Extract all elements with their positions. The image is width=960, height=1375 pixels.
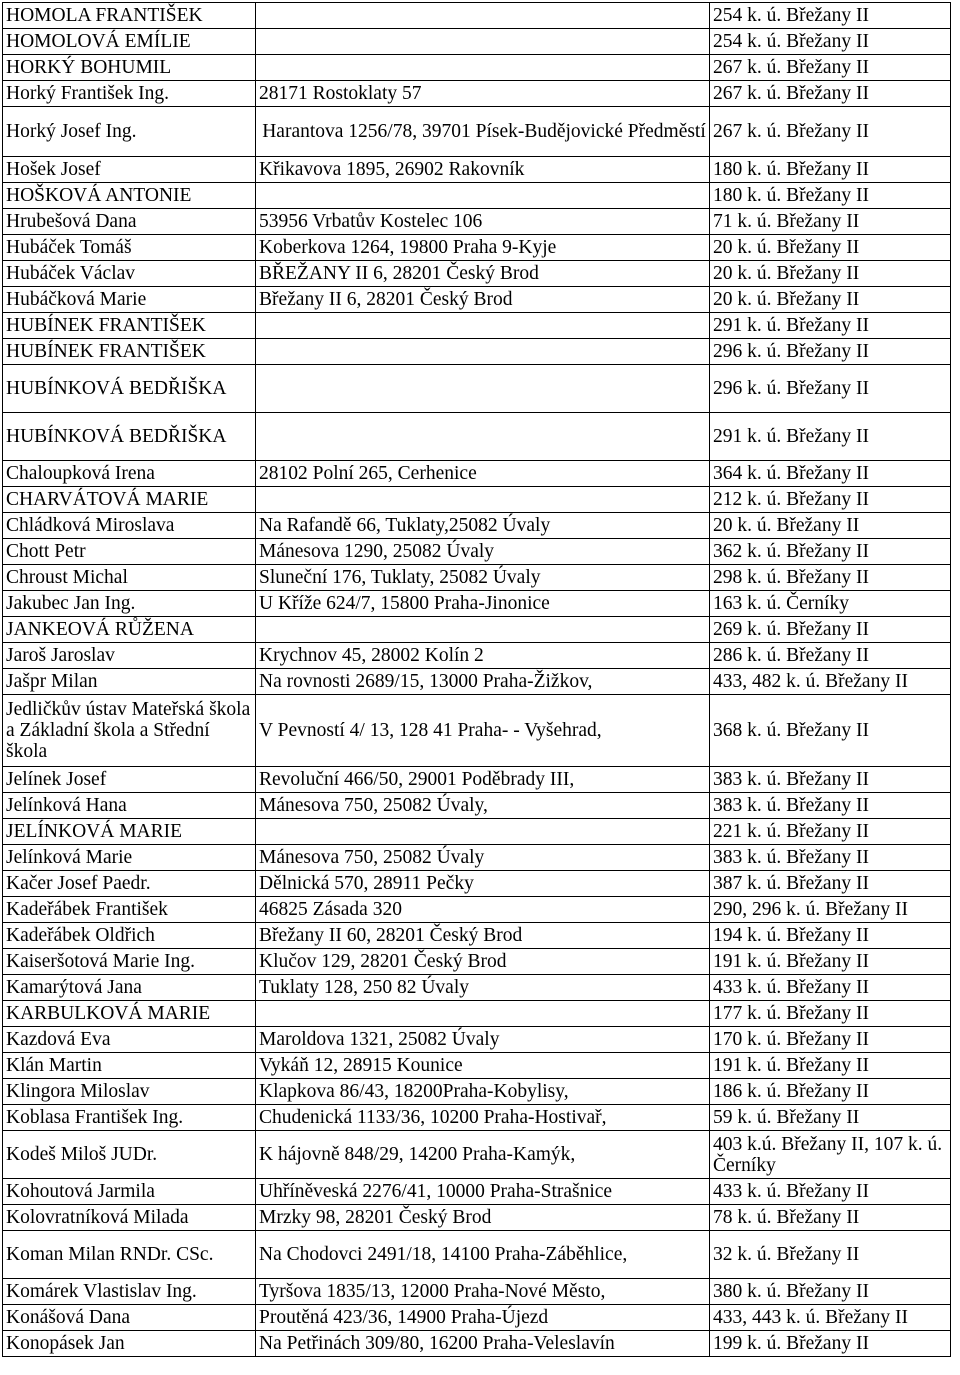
table-row: [3, 591, 951, 617]
owner-name-cell: CHARVÁTOVÁ MARIE: [3, 487, 256, 513]
table-row: [3, 413, 951, 461]
address-cell: Na Rafandě 66, Tuklaty,25082 Úvaly: [256, 513, 710, 539]
address-cell: V Pevností 4/ 13, 128 41 Praha- - Vyšehrad,: [256, 695, 710, 767]
table-row: [3, 461, 951, 487]
owner-name-cell: Kačer Josef Paedr.: [3, 871, 256, 897]
table-row: [3, 3, 951, 29]
parcel-cell: 191 k. ú. Břežany II: [710, 1053, 951, 1079]
address-cell: [256, 487, 710, 513]
parcel-cell: 433 k. ú. Břežany II: [710, 1179, 951, 1205]
table-row: [3, 1105, 951, 1131]
table-row: [3, 1279, 951, 1305]
table-row: [3, 365, 951, 413]
owners-table: [2, 2, 951, 1357]
table-row: [3, 183, 951, 209]
address-cell: Na Petřinách 309/80, 16200 Praha-Veleslavín: [256, 1331, 710, 1357]
address-cell: K hájovně 848/29, 14200 Praha-Kamýk,: [256, 1131, 710, 1179]
table-row: [3, 287, 951, 313]
address-cell: [256, 819, 710, 845]
owners-table-body: [3, 3, 951, 1357]
parcel-cell: 186 k. ú. Břežany II: [710, 1079, 951, 1105]
table-row: [3, 669, 951, 695]
address-cell: Vykáň 12, 28915 Kounice: [256, 1053, 710, 1079]
table-row: [3, 1205, 951, 1231]
parcel-cell: 254 k. ú. Břežany II: [710, 3, 951, 29]
owner-name-cell: Jakubec Jan Ing.: [3, 591, 256, 617]
address-cell: Na Chodovci 2491/18, 14100 Praha-Záběhlice,: [256, 1231, 710, 1279]
parcel-cell: 177 k. ú. Břežany II: [710, 1001, 951, 1027]
address-cell: Na rovnosti 2689/15, 13000 Praha-Žižkov,: [256, 669, 710, 695]
table-row: [3, 767, 951, 793]
table-row: [3, 487, 951, 513]
owner-name-cell: Koblasa František Ing.: [3, 1105, 256, 1131]
table-row: [3, 617, 951, 643]
parcel-cell: 291 k. ú. Břežany II: [710, 413, 951, 461]
owner-name-cell: Horký František Ing.: [3, 81, 256, 107]
owner-name-cell: HUBÍNKOVÁ BEDŘIŠKA: [3, 365, 256, 413]
table-row: [3, 81, 951, 107]
address-cell: 46825 Zásada 320: [256, 897, 710, 923]
parcel-cell: 212 k. ú. Břežany II: [710, 487, 951, 513]
address-cell: Koberkova 1264, 19800 Praha 9-Kyje: [256, 235, 710, 261]
parcel-cell: 387 k. ú. Břežany II: [710, 871, 951, 897]
parcel-cell: 20 k. ú. Břežany II: [710, 261, 951, 287]
owner-name-cell: Jelínková Marie: [3, 845, 256, 871]
owner-name-cell: Konopásek Jan: [3, 1331, 256, 1357]
parcel-cell: 296 k. ú. Břežany II: [710, 339, 951, 365]
owner-name-cell: Kamarýtová Jana: [3, 975, 256, 1001]
table-row: [3, 107, 951, 157]
parcel-cell: 71 k. ú. Břežany II: [710, 209, 951, 235]
address-cell: [256, 55, 710, 81]
parcel-cell: 368 k. ú. Břežany II: [710, 695, 951, 767]
address-cell: 28171 Rostoklaty 57: [256, 81, 710, 107]
owner-name-cell: Kohoutová Jarmila: [3, 1179, 256, 1205]
address-cell: [256, 413, 710, 461]
owner-name-cell: Hošek Josef: [3, 157, 256, 183]
address-cell: Mrzky 98, 28201 Český Brod: [256, 1205, 710, 1231]
owner-name-cell: Horký Josef Ing.: [3, 107, 256, 157]
parcel-cell: 254 k. ú. Břežany II: [710, 29, 951, 55]
address-cell: Křikavova 1895, 26902 Rakovník: [256, 157, 710, 183]
table-row: [3, 1179, 951, 1205]
parcel-cell: 380 k. ú. Břežany II: [710, 1279, 951, 1305]
owner-name-cell: Jelínková Hana: [3, 793, 256, 819]
owner-name-cell: Kadeřábek František: [3, 897, 256, 923]
address-cell: Mánesova 750, 25082 Úvaly: [256, 845, 710, 871]
parcel-cell: 32 k. ú. Břežany II: [710, 1231, 951, 1279]
parcel-cell: 296 k. ú. Břežany II: [710, 365, 951, 413]
owner-name-cell: KARBULKOVÁ MARIE: [3, 1001, 256, 1027]
address-cell: Sluneční 176, Tuklaty, 25082 Úvaly: [256, 565, 710, 591]
address-cell: [256, 29, 710, 55]
owner-name-cell: Chroust Michal: [3, 565, 256, 591]
parcel-cell: 20 k. ú. Břežany II: [710, 235, 951, 261]
table-row: [3, 1079, 951, 1105]
parcel-cell: 78 k. ú. Břežany II: [710, 1205, 951, 1231]
owner-name-cell: HUBÍNEK FRANTIŠEK: [3, 339, 256, 365]
owner-name-cell: Kazdová Eva: [3, 1027, 256, 1053]
table-row: [3, 975, 951, 1001]
address-cell: [256, 1001, 710, 1027]
parcel-cell: 20 k. ú. Břežany II: [710, 287, 951, 313]
address-cell: Mánesova 750, 25082 Úvaly,: [256, 793, 710, 819]
owner-name-cell: Jaroš Jaroslav: [3, 643, 256, 669]
parcel-cell: 403 k.ú. Břežany II, 107 k. ú. Černíky: [710, 1131, 951, 1179]
parcel-cell: 269 k. ú. Břežany II: [710, 617, 951, 643]
address-cell: Harantova 1256/78, 39701 Písek-Budějovické Předměstí: [256, 107, 710, 157]
table-row: [3, 261, 951, 287]
owner-name-cell: Hubáček Tomáš: [3, 235, 256, 261]
table-row: [3, 871, 951, 897]
parcel-cell: 199 k. ú. Břežany II: [710, 1331, 951, 1357]
owner-name-cell: Kadeřábek Oldřich: [3, 923, 256, 949]
address-cell: Proutěná 423/36, 14900 Praha-Újezd: [256, 1305, 710, 1331]
parcel-cell: 364 k. ú. Břežany II: [710, 461, 951, 487]
table-row: [3, 1131, 951, 1179]
table-row: [3, 793, 951, 819]
table-row: [3, 313, 951, 339]
owner-name-cell: HUBÍNEK FRANTIŠEK: [3, 313, 256, 339]
table-row: [3, 1305, 951, 1331]
parcel-cell: 163 k. ú. Černíky: [710, 591, 951, 617]
address-cell: Dělnická 570, 28911 Pečky: [256, 871, 710, 897]
parcel-cell: 267 k. ú. Břežany II: [710, 55, 951, 81]
address-cell: Klučov 129, 28201 Český Brod: [256, 949, 710, 975]
owner-name-cell: Chott Petr: [3, 539, 256, 565]
parcel-cell: 267 k. ú. Břežany II: [710, 81, 951, 107]
address-cell: [256, 313, 710, 339]
address-cell: Chudenická 1133/36, 10200 Praha-Hostivař,: [256, 1105, 710, 1131]
address-cell: Klapkova 86/43, 18200Praha-Kobylisy,: [256, 1079, 710, 1105]
table-row: [3, 513, 951, 539]
owner-name-cell: Jedličkův ústav Mateřská škola a Základní škola a Střední škola: [3, 695, 256, 767]
address-cell: BŘEŽANY II 6, 28201 Český Brod: [256, 261, 710, 287]
owner-name-cell: JANKEOVÁ RŮŽENA: [3, 617, 256, 643]
parcel-cell: 362 k. ú. Břežany II: [710, 539, 951, 565]
table-row: [3, 539, 951, 565]
address-cell: Krychnov 45, 28002 Kolín 2: [256, 643, 710, 669]
address-cell: [256, 365, 710, 413]
parcel-cell: 383 k. ú. Břežany II: [710, 793, 951, 819]
parcel-cell: 433 k. ú. Břežany II: [710, 975, 951, 1001]
owner-name-cell: Koman Milan RNDr. CSc.: [3, 1231, 256, 1279]
address-cell: [256, 339, 710, 365]
owner-name-cell: Hubáček Václav: [3, 261, 256, 287]
table-row: [3, 643, 951, 669]
table-row: [3, 897, 951, 923]
parcel-cell: 291 k. ú. Břežany II: [710, 313, 951, 339]
parcel-cell: 290, 296 k. ú. Břežany II: [710, 897, 951, 923]
table-row: [3, 819, 951, 845]
parcel-cell: 180 k. ú. Břežany II: [710, 157, 951, 183]
address-cell: Uhříněveská 2276/41, 10000 Praha-Strašnice: [256, 1179, 710, 1205]
table-row: [3, 157, 951, 183]
table-row: [3, 1231, 951, 1279]
table-row: [3, 565, 951, 591]
parcel-cell: 298 k. ú. Břežany II: [710, 565, 951, 591]
parcel-cell: 191 k. ú. Břežany II: [710, 949, 951, 975]
address-cell: Revoluční 466/50, 29001 Poděbrady III,: [256, 767, 710, 793]
table-row: [3, 209, 951, 235]
table-row: [3, 923, 951, 949]
table-row: [3, 1027, 951, 1053]
owner-name-cell: Jelínek Josef: [3, 767, 256, 793]
address-cell: 28102 Polní 265, Cerhenice: [256, 461, 710, 487]
owner-name-cell: HORKÝ BOHUMIL: [3, 55, 256, 81]
parcel-cell: 221 k. ú. Břežany II: [710, 819, 951, 845]
address-cell: Tuklaty 128, 250 82 Úvaly: [256, 975, 710, 1001]
table-row: [3, 29, 951, 55]
parcel-cell: 433, 443 k. ú. Břežany II: [710, 1305, 951, 1331]
owner-name-cell: Klingora Miloslav: [3, 1079, 256, 1105]
owner-name-cell: Kaiseršotová Marie Ing.: [3, 949, 256, 975]
address-cell: Břežany II 60, 28201 Český Brod: [256, 923, 710, 949]
parcel-cell: 383 k. ú. Břežany II: [710, 845, 951, 871]
parcel-cell: 20 k. ú. Břežany II: [710, 513, 951, 539]
owner-name-cell: Klán Martin: [3, 1053, 256, 1079]
parcel-cell: 433, 482 k. ú. Břežany II: [710, 669, 951, 695]
address-cell: Maroldova 1321, 25082 Úvaly: [256, 1027, 710, 1053]
parcel-cell: 170 k. ú. Břežany II: [710, 1027, 951, 1053]
address-cell: [256, 3, 710, 29]
address-cell: Břežany II 6, 28201 Český Brod: [256, 287, 710, 313]
table-row: [3, 845, 951, 871]
parcel-cell: 383 k. ú. Břežany II: [710, 767, 951, 793]
owner-name-cell: Chaloupková Irena: [3, 461, 256, 487]
owner-name-cell: Hrubešová Dana: [3, 209, 256, 235]
owner-name-cell: HOŠKOVÁ ANTONIE: [3, 183, 256, 209]
table-row: [3, 339, 951, 365]
owner-name-cell: HUBÍNKOVÁ BEDŘIŠKA: [3, 413, 256, 461]
owner-name-cell: HOMOLA FRANTIŠEK: [3, 3, 256, 29]
table-row: [3, 1053, 951, 1079]
parcel-cell: 194 k. ú. Břežany II: [710, 923, 951, 949]
table-row: [3, 1331, 951, 1357]
owner-name-cell: Konášová Dana: [3, 1305, 256, 1331]
parcel-cell: 267 k. ú. Břežany II: [710, 107, 951, 157]
table-row: [3, 695, 951, 767]
address-cell: [256, 183, 710, 209]
owner-name-cell: Chládková Miroslava: [3, 513, 256, 539]
parcel-cell: 286 k. ú. Břežany II: [710, 643, 951, 669]
address-cell: 53956 Vrbatův Kostelec 106: [256, 209, 710, 235]
table-row: [3, 235, 951, 261]
owner-name-cell: Hubáčková Marie: [3, 287, 256, 313]
address-cell: [256, 617, 710, 643]
parcel-cell: 59 k. ú. Břežany II: [710, 1105, 951, 1131]
owner-name-cell: Kodeš Miloš JUDr.: [3, 1131, 256, 1179]
table-row: [3, 55, 951, 81]
owner-name-cell: Kolovratníková Milada: [3, 1205, 256, 1231]
address-cell: U Kříže 624/7, 15800 Praha-Jinonice: [256, 591, 710, 617]
owner-name-cell: JELÍNKOVÁ MARIE: [3, 819, 256, 845]
owner-name-cell: Komárek Vlastislav Ing.: [3, 1279, 256, 1305]
owner-name-cell: Jašpr Milan: [3, 669, 256, 695]
address-cell: Mánesova 1290, 25082 Úvaly: [256, 539, 710, 565]
table-row: [3, 949, 951, 975]
table-row: [3, 1001, 951, 1027]
owner-name-cell: HOMOLOVÁ EMÍLIE: [3, 29, 256, 55]
parcel-cell: 180 k. ú. Břežany II: [710, 183, 951, 209]
address-cell: Tyršova 1835/13, 12000 Praha-Nové Město,: [256, 1279, 710, 1305]
